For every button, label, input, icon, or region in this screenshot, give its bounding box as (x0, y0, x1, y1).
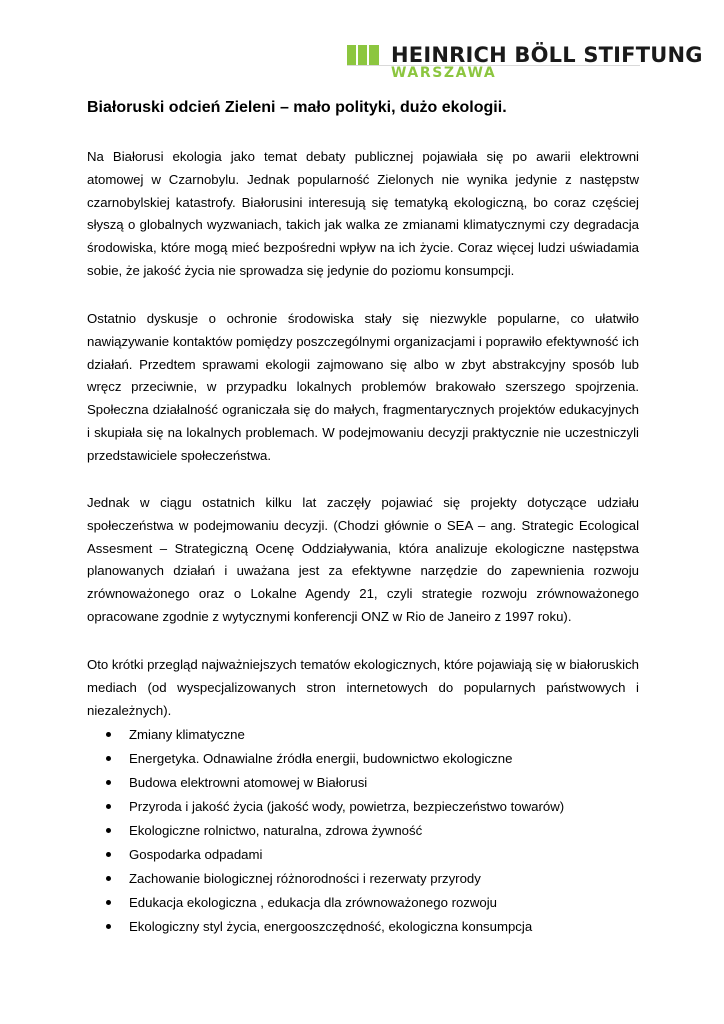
bullet-icon (106, 852, 111, 857)
list-item (87, 723, 639, 747)
bullet-icon (106, 804, 111, 809)
list-item-text: Przyroda i jakość życia (jakość wody, powietrza, bezpieczeństwo towarów) (129, 799, 565, 814)
list-item-text: Zachowanie biologicznej różnorodności i rezerwaty przyrody (129, 871, 481, 886)
list-item (87, 771, 639, 795)
list-item-text: Energetyka. Odnawialne źródła energii, budownictwo ekologiczne (129, 751, 513, 766)
list-item-text: Gospodarka odpadami (129, 847, 263, 862)
list-item (87, 747, 639, 771)
document-title: Białoruski odcień Zieleni – mało polityki, dużo ekologii. (87, 99, 507, 116)
list-item-text: Zmiany klimatyczne (129, 727, 245, 742)
topics-list (87, 723, 639, 939)
bullet-icon (106, 900, 111, 905)
list-item (87, 795, 639, 819)
list-item (87, 915, 639, 939)
foundation-logo (347, 43, 703, 81)
paragraph-4: Oto krótki przegląd najważniejszych tematów ekologicznych, które pojawiają się w białoruskich mediach (od wyspecjalizowanych stron internetowych do popularnych państwowych i niezależnych). (87, 657, 639, 718)
logo-bar (369, 45, 379, 65)
paragraph-2: Ostatnio dyskusje o ochronie środowiska stały się niezwykle popularne, co ułatwiło nawiązywanie kontaktów pomiędzy poszczególnymi organizacjami i poprawiło efektywność ich działań. Przedtem sprawami ekologii zajmowano się albo w zbyt abstrakcyjny sposób lub wręcz przeciwnie, w przypadku lokalnych problemów brakowało szerszego spojrzenia. Społeczna działalność ograniczała się do małych, fragmentarycznych projektów edukacyjnych i skupiała się na lokalnych problemach. W podejmowaniu decyzji praktycznie nie uczestniczyli przedstawiciele społeczeństwa. (87, 311, 639, 463)
list-item-text: Edukacja ekologiczna , edukacja dla zrównoważonego rozwoju (129, 895, 498, 910)
list-item (87, 867, 639, 891)
logo-bars-icon (347, 45, 379, 65)
bullet-icon (106, 732, 111, 737)
paragraph-1: Na Białorusi ekologia jako temat debaty publicznej pojawiała się po awarii elektrowni atomowej w Czarnobylu. Jednak popularność Zielonych nie wynika jedynie z następstw czarnobylskiej katastrofy. Białorusini interesują się tematyką ekologiczną, bo coraz częściej słyszą o globalnych wyzwaniach, takich jak walka ze zmianami klimatycznymi czy degradacja środowiska, które mogą mieć bezpośredni wpływ na ich życie. Coraz więcej ludzi uświadamia sobie, że jakość życia nie sprowadza się jedynie do poziomu konsumpcji. (87, 149, 639, 278)
logo-city: WARSZAWA (391, 65, 497, 81)
bullet-icon (106, 828, 111, 833)
list-item (87, 891, 639, 915)
paragraph-3: Jednak w ciągu ostatnich kilku lat zaczęły pojawiać się projekty dotyczące udziału społeczeństwa w podejmowaniu decyzji. (Chodzi głównie o SEA – ang. Strategic Ecological Assesment – Strategiczną Ocenę Oddziaływania, która analizuje ekologiczne następstwa planowanych działań i uważana jest za efektywne narzędzie do zapewnienia rozwoju zrównoważonego oraz o Lokalne Agendy 21, czyli strategie rozwoju zrównoważonego opracowane zgodnie z wytycznymi konferencji ONZ w Rio de Janeiro z 1997 roku). (87, 495, 639, 624)
list-item-text: Ekologiczne rolnictwo, naturalna, zdrowa żywność (129, 823, 423, 838)
logo-name: HEINRICH BÖLL STIFTUNG (391, 43, 703, 67)
list-item (87, 819, 639, 843)
logo-bar (347, 45, 356, 65)
logo-bar (358, 45, 367, 65)
list-item (87, 843, 639, 867)
bullet-icon (106, 780, 111, 785)
bullet-icon (106, 756, 111, 761)
bullet-icon (106, 876, 111, 881)
list-item-text: Ekologiczny styl życia, energooszczędność, ekologiczna konsumpcja (129, 919, 533, 934)
bullet-icon (106, 924, 111, 929)
list-item-text: Budowa elektrowni atomowej w Białorusi (129, 775, 368, 790)
